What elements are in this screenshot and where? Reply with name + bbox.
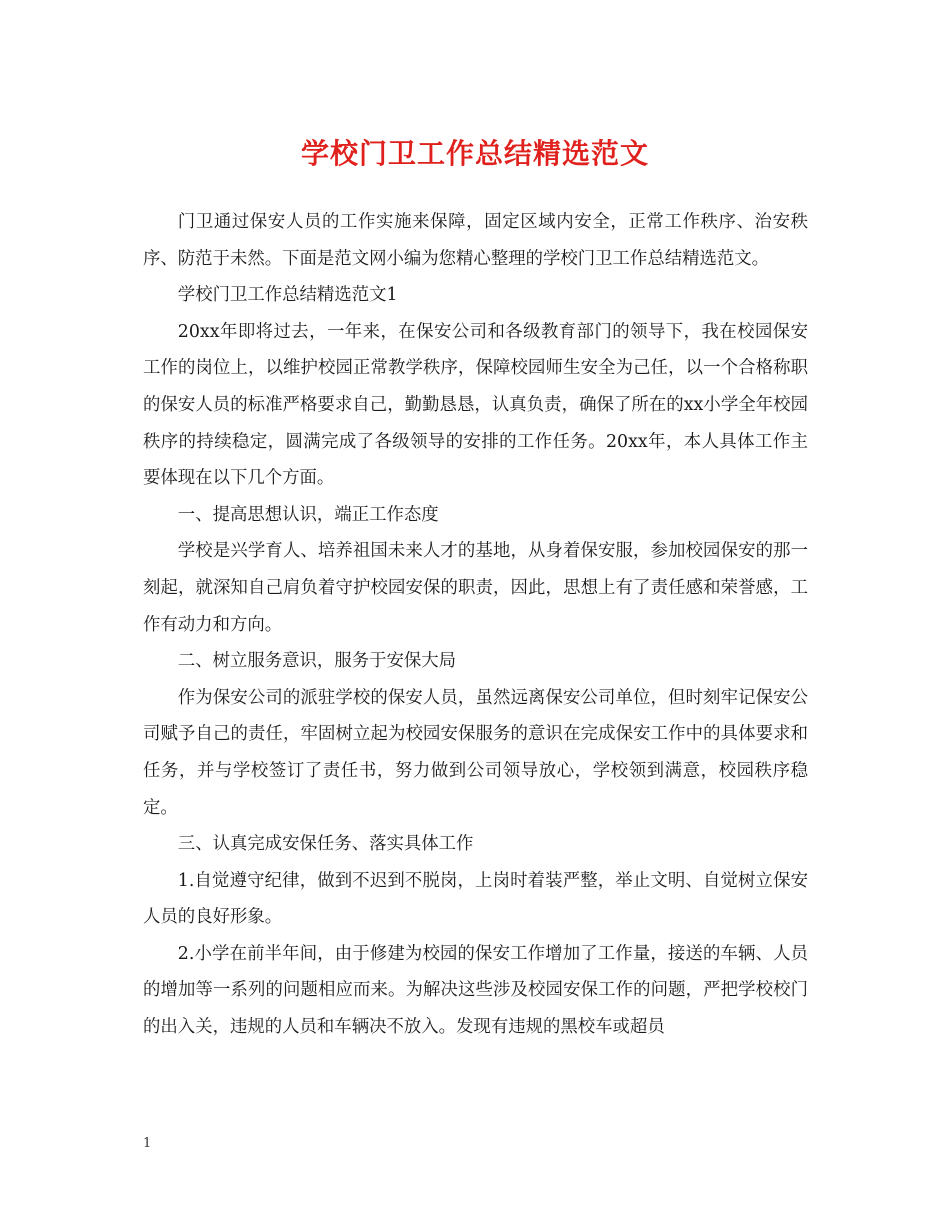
document-body: [143, 204, 808, 1046]
page-number: 1: [143, 1136, 152, 1151]
body-paragraph: 2.小学在前半年间，由于修建为校园的保安工作增加了工作量，接送的车辆、人员的增加等一系列的问题相应而来。为解决这些涉及校园安保工作的问题，严把学校校门的出入关，违规的人员和车辆决不放入。发现有违规的黑校车或超员: [143, 943, 808, 1038]
section-heading: 二、树立服务意识，服务于安保大局: [177, 651, 457, 672]
body-paragraph: 学校是兴学育人、培养祖国未来人才的基地，从身着保安服，参加校园保安的那一刻起，就深知自己肩负着守护校园安保的职责，因此，思想上有了责任感和荣誉感，工作有动力和方向。: [143, 541, 808, 635]
intro-paragraph: 门卫通过保安人员的工作实施来保障，固定区域内安全，正常工作秩序、治安秩序、防范于未然。下面是范文网小编为您精心整理的学校门卫工作总结精选范文。: [143, 212, 808, 269]
body-paragraph: 作为保安公司的派驻学校的保安人员，虽然远离保安公司单位，但时刻牢记保安公司赋予自己的责任，牢固树立起为校园安保服务的意识在完成保安工作中的具体要求和任务，并与学校签订了责任书，努力做到公司领导放心，学校领到满意，校园秩序稳定。: [143, 687, 808, 818]
section-heading: 学校门卫工作总结精选范文1: [177, 285, 398, 306]
section-heading: 一、提高思想认识，端正工作态度: [177, 504, 439, 525]
document-title: 学校门卫工作总结精选范文: [300, 137, 649, 170]
body-paragraph: 20xx年即将过去，一年来，在保安公司和各级教育部门的领导下，我在校园保安工作的岗位上，以维护校园正常教学秩序，保障校园师生安全为己任，以一个合格称职的保安人员的标准严格要求自己，勤勤恳恳，认真负责，确保了所在的xx小学全年校园秩序的持续稳定，圆满完成了各级领导的安排的工作任务。20xx年，本人具体工作主要体现在以下几个方面。: [143, 321, 808, 489]
body-paragraph: 1.自觉遵守纪律，做到不迟到不脱岗，上岗时着装严整，举止文明、自觉树立保安人员的良好形象。: [143, 870, 808, 928]
section-heading: 三、认真完成安保任务、落实具体工作: [177, 834, 474, 855]
